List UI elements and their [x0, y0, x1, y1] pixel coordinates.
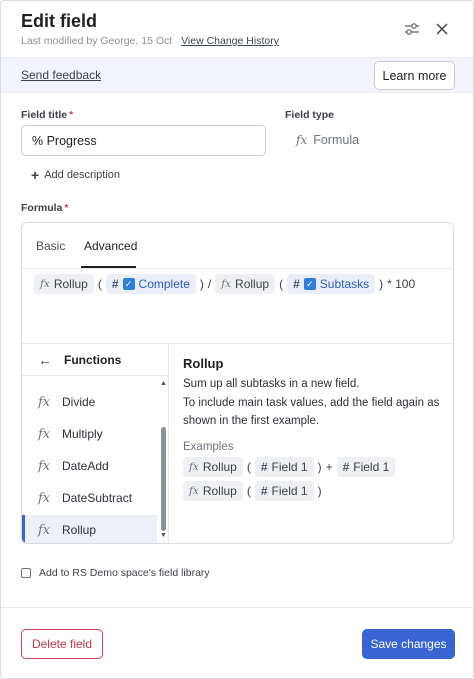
sliders-icon[interactable] [403, 20, 421, 38]
formula-icon: fx [189, 484, 199, 497]
field-reference-chip [255, 481, 314, 501]
formula-icon: fx [189, 460, 199, 473]
scroll-down-arrow-icon[interactable]: ▼ [160, 532, 167, 539]
number-icon: # [342, 459, 350, 474]
field-library-checkbox[interactable] [21, 568, 31, 578]
function-name: Rollup [235, 277, 270, 291]
function-item-datesubtract[interactable] [22, 483, 157, 513]
function-item-label: Divide [62, 395, 96, 409]
function-item-rollup[interactable] [22, 515, 157, 544]
last-modified-text [21, 35, 279, 47]
dialog-header [1, 1, 473, 57]
function-item-label: Rollup [62, 523, 97, 537]
number-icon: # [293, 277, 300, 291]
paren: ( [97, 277, 102, 291]
formula-icon: fx [38, 522, 51, 538]
send-feedback-link[interactable]: Send feedback [21, 68, 102, 82]
function-item-label: DateSubtract [62, 491, 133, 505]
paren: ( [246, 483, 251, 498]
scroll-up-arrow-icon[interactable]: ▲ [160, 380, 167, 387]
plus-icon: + [31, 167, 40, 183]
field-reference-name: Field 1 [271, 459, 308, 474]
formula-icon: fx [38, 394, 51, 410]
learn-more-button[interactable]: Learn more [374, 61, 455, 90]
tab-advanced[interactable]: Advanced [84, 239, 138, 253]
close-icon[interactable] [433, 20, 451, 38]
formula-icon: fx [40, 278, 50, 290]
formula-editor [21, 222, 454, 544]
field-reference-name: Field 1 [271, 483, 308, 498]
task-icon: ✓ [304, 278, 316, 290]
example-row [183, 457, 445, 477]
function-chip[interactable] [215, 274, 275, 294]
paren: ) [199, 277, 204, 291]
formula-label [21, 202, 69, 214]
view-change-history-link[interactable]: View Change History [181, 35, 279, 47]
function-item-label: DateAdd [62, 459, 109, 473]
function-name: Rollup [202, 459, 237, 474]
field-title-label [21, 109, 73, 121]
feedback-bar [1, 57, 473, 93]
formula-label-text: Formula [21, 202, 63, 214]
arrow-left-icon[interactable]: ← [38, 351, 52, 368]
paren: ( [246, 459, 251, 474]
function-chip[interactable] [34, 274, 94, 294]
add-description-button[interactable] [31, 167, 120, 183]
description-line: To include main task values, add the field again as shown in the first example. [183, 396, 440, 427]
function-item-multiply[interactable] [22, 419, 157, 449]
function-chip [183, 457, 243, 477]
formula-expression[interactable] [34, 274, 415, 294]
formula-icon: fx [296, 133, 308, 147]
field-library-label: Add to RS Demo space's field library [39, 567, 210, 579]
function-chip [183, 481, 243, 501]
field-reference-name: Field 1 [353, 459, 390, 474]
field-title-label-text: Field title [21, 109, 68, 121]
example-row [183, 481, 445, 501]
functions-panel [22, 344, 169, 544]
field-type-value [296, 133, 359, 147]
modified-info: Last modified by George, 15 Oct [21, 35, 173, 47]
number-icon: # [260, 459, 268, 474]
formula-icon: fx [38, 490, 51, 506]
formula-icon: fx [221, 278, 232, 290]
required-marker: * [69, 109, 74, 121]
number-icon: # [111, 277, 119, 291]
paren: ) [379, 277, 384, 291]
delete-field-button[interactable]: Delete field [21, 629, 103, 659]
tab-basic[interactable]: Basic [36, 239, 66, 253]
functions-title: Functions [64, 352, 122, 367]
function-item-label: Multiply [62, 427, 103, 441]
formula-icon: fx [38, 426, 51, 442]
formula-icon: fx [38, 458, 51, 474]
save-changes-button[interactable]: Save changes [362, 629, 455, 659]
field-type-label: Field type [285, 109, 335, 121]
function-name: Rollup [202, 483, 237, 498]
field-title-input[interactable]: % Progress [21, 125, 266, 156]
function-detail-title: Rollup [183, 356, 224, 371]
operator: + [325, 459, 333, 474]
field-type-text: Formula [313, 133, 360, 147]
paren: ) [317, 459, 322, 474]
function-item-divide[interactable] [22, 387, 157, 417]
field-library-option [21, 567, 210, 579]
number-icon: # [260, 483, 268, 498]
expression-tail: * 100 [387, 277, 416, 291]
function-item-dateadd[interactable] [22, 451, 157, 481]
description-line: Sum up all subtasks in a new field. [183, 378, 360, 390]
function-detail [183, 356, 445, 501]
field-reference-chip[interactable] [106, 274, 196, 294]
field-reference-name: Complete [138, 277, 190, 291]
divider [22, 268, 454, 269]
paren: ( [279, 277, 284, 291]
operator: / [207, 277, 212, 291]
field-reference-chip [337, 457, 396, 477]
functions-scrollbar[interactable] [160, 377, 168, 544]
divider [1, 607, 473, 608]
paren: ) [317, 483, 322, 498]
functions-header [22, 344, 169, 376]
add-description-label: Add description [44, 169, 121, 181]
examples-label: Examples [183, 440, 234, 453]
scrollbar-thumb[interactable] [161, 427, 166, 531]
field-reference-name: Subtasks [319, 277, 370, 291]
field-reference-chip[interactable] [287, 274, 375, 294]
task-icon: ✓ [123, 278, 135, 290]
function-description [183, 375, 445, 431]
dialog-title: Edit field [21, 11, 97, 31]
function-name: Rollup [53, 277, 88, 291]
field-reference-chip [255, 457, 314, 477]
required-marker: * [64, 202, 69, 214]
